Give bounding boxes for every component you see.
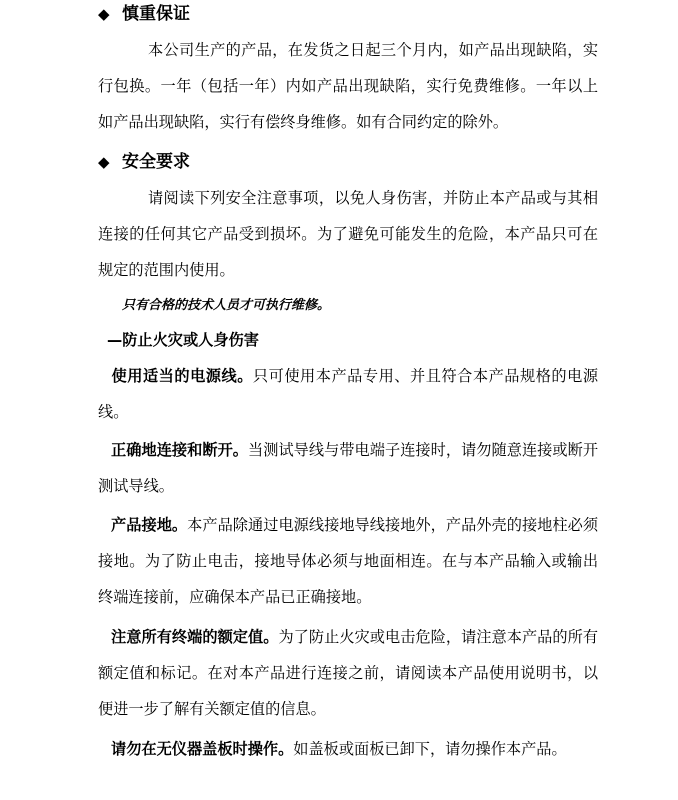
maintenance-note: 只有合格的技术人员才可执行维修。 (122, 298, 331, 313)
safety-item-title: 请勿在无仪器盖板时操作。 (111, 740, 294, 758)
safety-item-text: 为了防止火灾或电击危险，请注意本产品的所有额定值和标记。在对本产品进行连接之前，请阅读本产品使用说明书，以便进一步了解有关额定值的信息。 (98, 628, 598, 718)
safety-item-title: 正确地连接和断开。 (111, 441, 248, 459)
safety-item-text: 只可使用本产品专用、并且符合本产品规格的电源线。 (98, 367, 599, 421)
fire-injury-subheading: —防止火灾或人身伤害 (107, 331, 259, 349)
warranty-heading (98, 2, 190, 26)
diamond-bullet-icon: ◆ (98, 5, 110, 23)
safety-item-text: 当测试导线与带电端子连接时，请勿随意连接或断开测试导线。 (98, 441, 598, 495)
safety-item-title: 使用适当的电源线。 (111, 367, 253, 385)
safety-item-title: 产品接地。 (111, 516, 188, 534)
diamond-bullet-icon: ◆ (98, 153, 110, 171)
safety-item-power-cord (98, 358, 598, 430)
safety-heading-text: 安全要求 (122, 152, 190, 172)
warranty-heading-text: 慎重保证 (122, 4, 190, 24)
safety-item-ratings (98, 619, 598, 727)
safety-item-text: 如盖板或面板已卸下，请勿操作本产品。 (293, 740, 567, 758)
warranty-paragraph: 本公司生产的产品，在发货之日起三个月内，如产品出现缺陷，实行包换。一年（包括一年）内如产品出现缺陷，实行免费维修。一年以上如产品出现缺陷，实行有偿终身维修。如有合同约定的除外。 (98, 41, 598, 131)
safety-paragraph: 请阅读下列安全注意事项，以免人身伤害，并防止本产品或与其相连接的任何其它产品受到损坏。为了避免可能发生的危险，本产品只可在规定的范围内使用。 (98, 189, 598, 279)
safety-item-cover (98, 731, 598, 767)
safety-item-text: 本产品除通过电源线接地导线接地外，产品外壳的接地柱必须接地。为了防止电击，接地导体必须与地面相连。在与本产品输入或输出终端连接前，应确保本产品已正确接地。 (98, 516, 598, 606)
safety-item-grounding (98, 507, 598, 615)
safety-item-title: 注意所有终端的额定值。 (111, 628, 279, 646)
safety-item-connect (98, 432, 598, 504)
safety-heading (98, 150, 190, 174)
